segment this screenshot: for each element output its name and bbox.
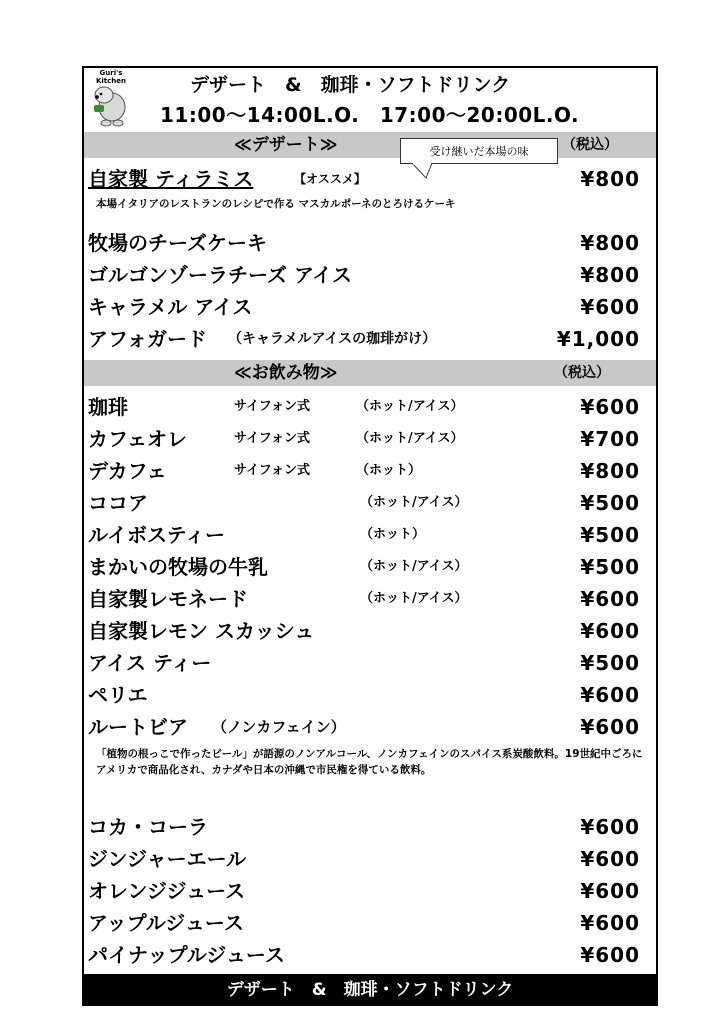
footer-banner: デザート & 珈琲・ソフトドリンク bbox=[82, 974, 658, 1006]
item-temp: （ホット/アイス） bbox=[360, 559, 468, 574]
item-name: ペリエ bbox=[88, 683, 148, 707]
item-name: ルートビア bbox=[88, 715, 188, 739]
item-price: ¥500 bbox=[580, 651, 640, 675]
recommend-tag: 【オススメ】 bbox=[294, 172, 366, 186]
item-price: ¥800 bbox=[580, 263, 640, 287]
menu-item bbox=[88, 844, 648, 874]
menu-item bbox=[88, 456, 648, 486]
item-name: オレンジジュース bbox=[88, 879, 246, 903]
item-price: ¥800 bbox=[580, 231, 640, 255]
item-price: ¥600 bbox=[580, 587, 640, 611]
item-name: 牧場のチーズケーキ bbox=[88, 231, 267, 255]
item-name: カフェオレ bbox=[88, 427, 187, 451]
item-temp: （ホット/アイス） bbox=[356, 431, 464, 446]
rootbeer-note: 「植物の根っこで作ったビール」が語源のノンアルコール、ノンカフェインのスパイス系炭酸飲料。19世紀中ごろにアメリカで商品化され、カナダや日本の沖縄で市民権を得ている飲料。 bbox=[96, 748, 643, 776]
item-temp: （ノンカフェイン） bbox=[212, 718, 346, 736]
menu-item bbox=[88, 552, 648, 582]
item-name: ゴルゴンゾーラチーズ アイス bbox=[88, 263, 352, 287]
item-name: アフォガード bbox=[88, 327, 207, 351]
logo-text: Guri's Kitchen bbox=[95, 69, 127, 85]
item-price: ¥600 bbox=[580, 911, 640, 935]
item-temp: （ホット） bbox=[356, 463, 422, 478]
item-temp: （ホット/アイス） bbox=[360, 591, 468, 606]
menu-item bbox=[88, 260, 648, 290]
item-method: サイフォン式 bbox=[234, 399, 311, 414]
menu-item bbox=[88, 324, 648, 354]
item-name: ジンジャーエール bbox=[88, 847, 247, 871]
menu-item bbox=[88, 940, 648, 970]
menu-item bbox=[88, 392, 648, 422]
item-name: まかいの牧場の牛乳 bbox=[88, 555, 268, 579]
dog-logo-icon bbox=[84, 77, 138, 131]
menu-item bbox=[88, 488, 648, 518]
item-price: ¥500 bbox=[580, 491, 640, 515]
menu-item bbox=[88, 424, 648, 454]
menu-item bbox=[88, 584, 648, 614]
item-name: 自家製レモネード bbox=[88, 587, 248, 611]
item-sub-label: （キャラメルアイスの珈琲がけ） bbox=[228, 331, 437, 347]
item-price: ¥600 bbox=[580, 295, 640, 319]
menu-item bbox=[88, 164, 648, 194]
item-name: 珈琲 bbox=[88, 395, 128, 419]
item-price: ¥600 bbox=[580, 619, 640, 643]
menu-item bbox=[88, 876, 648, 906]
menu-item bbox=[88, 712, 648, 742]
drink-section-header bbox=[84, 360, 656, 386]
item-name: ココア bbox=[88, 491, 148, 515]
item-name: デカフェ bbox=[88, 459, 167, 483]
menu-item bbox=[88, 812, 648, 842]
dessert-section-title: ≪デザート≫ bbox=[234, 135, 338, 155]
logo bbox=[84, 69, 138, 131]
dessert-tax-label: （税込） bbox=[562, 137, 618, 153]
dessert-section-header bbox=[84, 132, 656, 158]
item-temp: （ホット/アイス） bbox=[360, 495, 468, 510]
menu-item bbox=[88, 292, 648, 322]
speech-callout: 受け継いだ本場の味 bbox=[400, 138, 558, 164]
item-name: キャラメル アイス bbox=[88, 295, 253, 319]
item-method: サイフォン式 bbox=[234, 431, 311, 446]
item-name: ルイボスティー bbox=[88, 523, 225, 547]
item-name: アイス ティー bbox=[88, 651, 212, 675]
item-name: 自家製レモン スカッシュ bbox=[88, 619, 315, 643]
item-name: パイナップルジュース bbox=[88, 943, 285, 967]
item-temp: （ホット/アイス） bbox=[356, 399, 464, 414]
item-temp: （ホット） bbox=[360, 527, 426, 542]
menu-item bbox=[88, 648, 648, 678]
item-price: ¥500 bbox=[580, 523, 640, 547]
menu-item bbox=[88, 908, 648, 938]
menu-title: デザート & 珈琲・ソフトドリンク bbox=[190, 74, 511, 96]
item-description: 本場イタリアのレストランのレシピで作る マスカルポーネのとろけるケーキ bbox=[96, 198, 456, 210]
item-price: ¥600 bbox=[580, 815, 640, 839]
menu-item bbox=[88, 228, 648, 258]
item-price: ¥700 bbox=[580, 427, 640, 451]
drink-section-title: ≪お飲み物≫ bbox=[234, 363, 338, 383]
item-price: ¥600 bbox=[580, 683, 640, 707]
menu-item bbox=[88, 616, 648, 646]
menu-item bbox=[88, 520, 648, 550]
item-price: ¥600 bbox=[580, 943, 640, 967]
item-price: ¥600 bbox=[580, 715, 640, 739]
item-price: ¥800 bbox=[580, 459, 640, 483]
item-price: ¥600 bbox=[580, 847, 640, 871]
item-price: ¥600 bbox=[580, 395, 640, 419]
item-price: ¥600 bbox=[580, 879, 640, 903]
item-method: サイフォン式 bbox=[234, 463, 311, 478]
menu-item bbox=[88, 680, 648, 710]
item-name: 自家製 ティラミス bbox=[88, 167, 254, 191]
item-price: ¥500 bbox=[580, 555, 640, 579]
item-name: コカ・コーラ bbox=[88, 815, 208, 839]
item-price: ¥1,000 bbox=[556, 327, 640, 351]
item-price: ¥800 bbox=[580, 167, 640, 191]
item-name: アップルジュース bbox=[88, 911, 244, 935]
drink-tax-label: （税込） bbox=[554, 365, 610, 381]
business-hours: 11:00～14:00L.O. 17:00～20:00L.O. bbox=[160, 103, 580, 127]
